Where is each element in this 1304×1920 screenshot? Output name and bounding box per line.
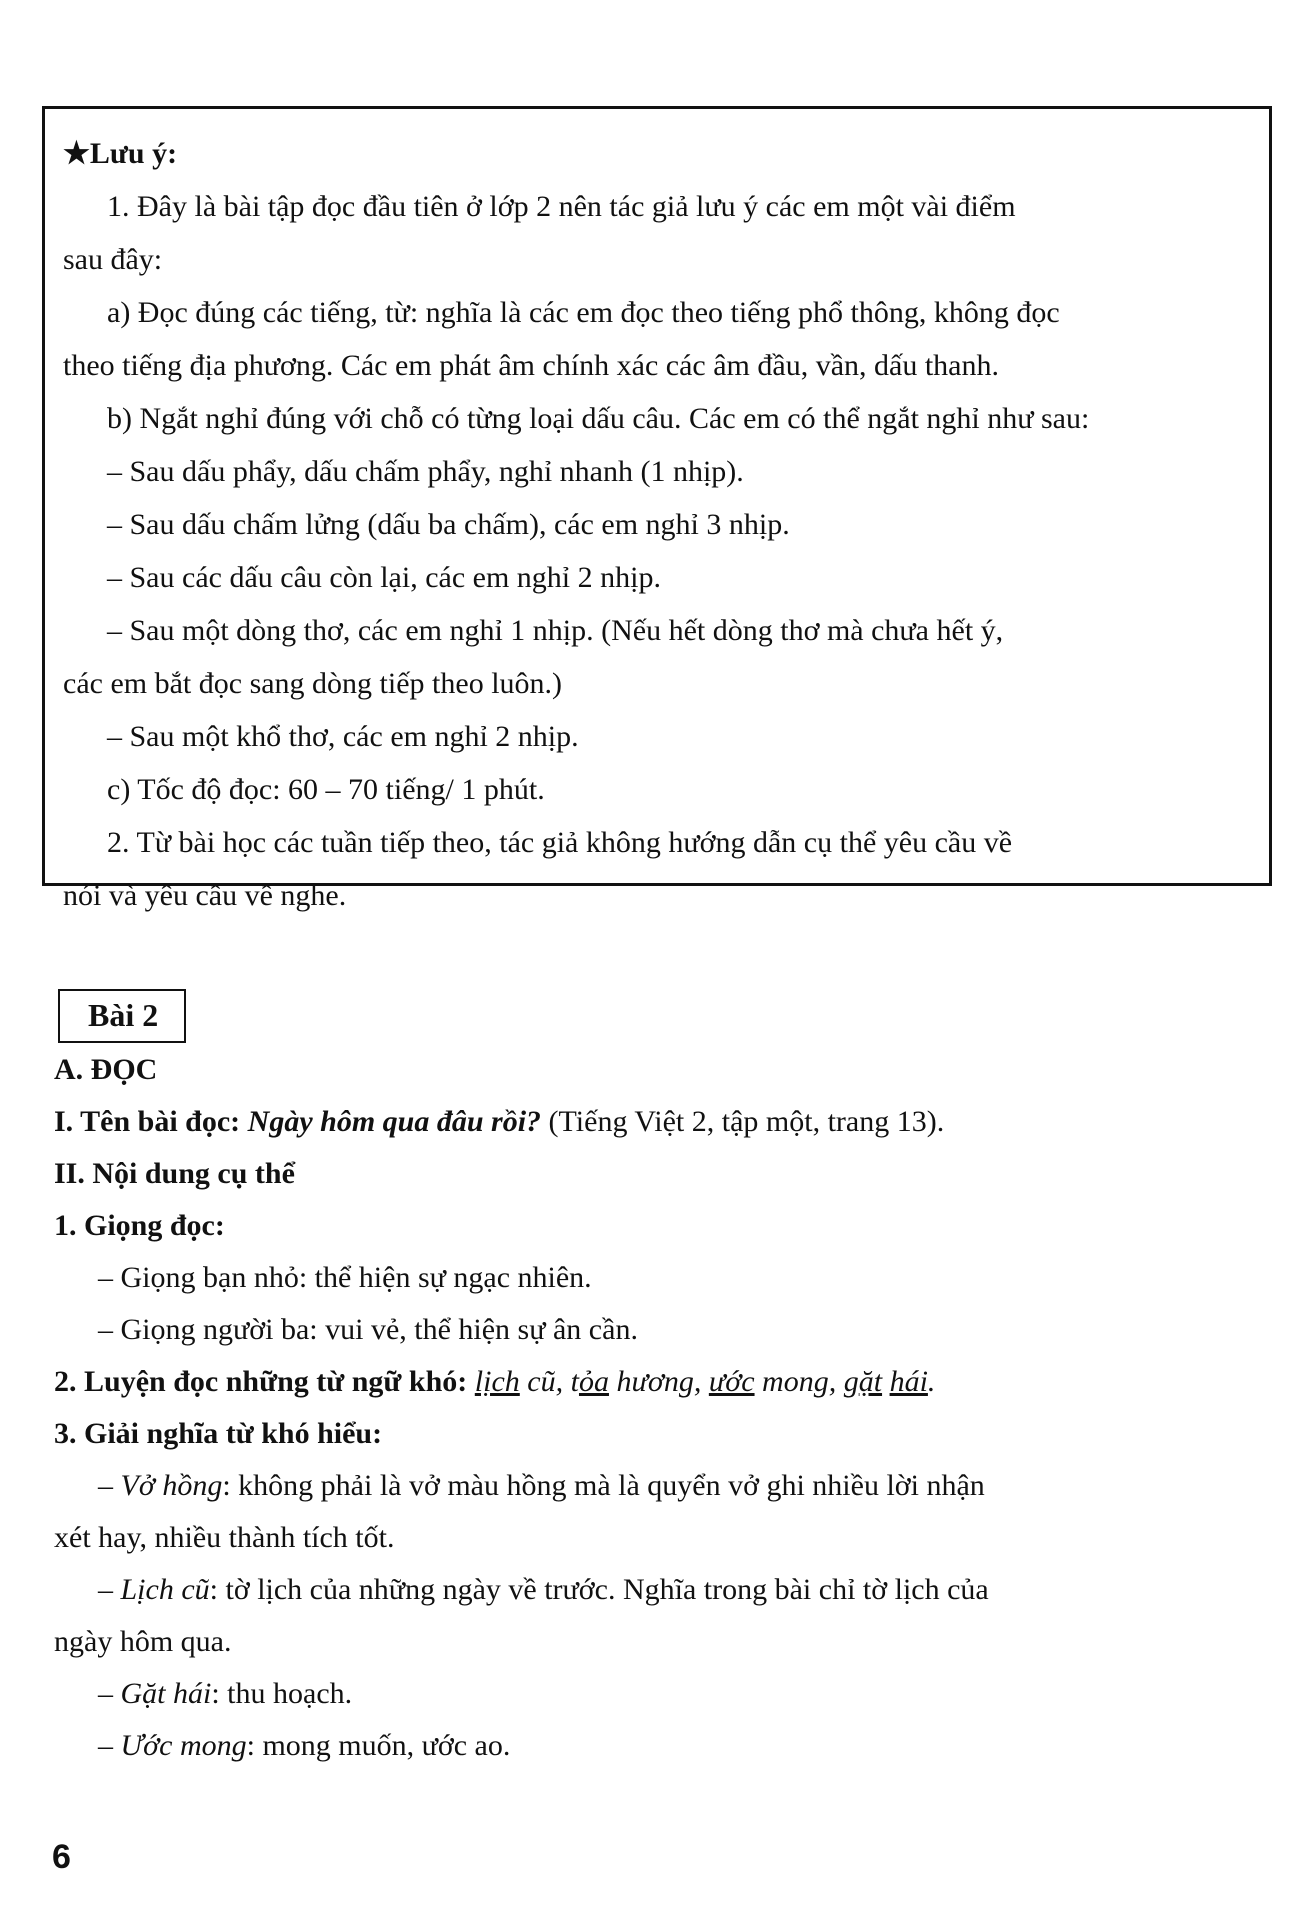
note-a-line1: a) Đọc đúng các tiếng, từ: nghĩa là các em đọc theo tiếng phổ thông, không đọc — [107, 296, 1060, 329]
def-1-term: Vở hồng — [120, 1469, 223, 1502]
practice-line — [54, 1356, 1264, 1408]
title-source: (Tiếng Việt 2, tập một, trang 13). — [548, 1105, 945, 1138]
def-2-line2: ngày hôm qua. — [54, 1625, 232, 1658]
word-lich: lịch — [474, 1365, 520, 1398]
practice-label: 2. Luyện đọc những từ ngữ khó: — [54, 1365, 468, 1398]
practice-words: lịch cũ, tỏa hương, ước mong, gặt hái. — [474, 1365, 936, 1398]
note-dash2: – Sau dấu chấm lửng (dấu ba chấm), các em nghỉ 3 nhịp. — [107, 508, 790, 541]
note-b-line: b) Ngắt nghỉ đúng với chỗ có từng loại dấu câu. Các em có thể ngắt nghỉ như sau: — [107, 402, 1090, 435]
def-2-line1: – Lịch cũ: tờ lịch của những ngày về trước. Nghĩa trong bài chỉ tờ lịch của — [98, 1573, 989, 1606]
note-dash4-line2: các em bắt đọc sang dòng tiếp theo luôn.) — [63, 667, 563, 700]
note-dash1: – Sau dấu phẩy, dấu chấm phẩy, nghỉ nhanh (1 nhịp). — [107, 455, 744, 488]
note-dash3: – Sau các dấu câu còn lại, các em nghỉ 2 nhịp. — [107, 561, 661, 594]
note-a-line2: theo tiếng địa phương. Các em phát âm chính xác các âm đầu, vần, dấu thanh. — [63, 349, 999, 382]
def-3-term: Gặt hái — [120, 1677, 212, 1710]
title-label: I. Tên bài đọc: — [54, 1105, 241, 1138]
note-p2-line1: 2. Từ bài học các tuần tiếp theo, tác giả không hướng dẫn cụ thể yêu cầu về — [107, 826, 1013, 859]
def-4: – Ước mong: mong muốn, ước ao. — [98, 1729, 511, 1762]
lesson-box: Bài 2 — [58, 989, 186, 1043]
def-2-term: Lịch cũ — [120, 1573, 210, 1606]
note-c-line: c) Tốc độ đọc: 60 – 70 tiếng/ 1 phút. — [107, 773, 545, 806]
def-3: – Gặt hái: thu hoạch. — [98, 1677, 353, 1710]
lesson-title-line — [54, 1096, 1264, 1148]
note-box — [42, 106, 1272, 912]
note-p2-line2: nói và yêu cầu về nghe. — [63, 879, 347, 912]
lesson-section — [54, 1044, 1264, 1772]
explain-heading: 3. Giải nghĩa từ khó hiểu: — [54, 1417, 383, 1450]
content-heading: II. Nội dung cụ thể — [54, 1157, 295, 1190]
note-dash4-line1: – Sau một dòng thơ, các em nghỉ 1 nhịp. (Nếu hết dòng thơ mà chưa hết ý, — [107, 614, 1004, 647]
word-uoc: ước — [708, 1365, 755, 1398]
note-p1-cont: sau đây: — [63, 243, 163, 276]
note-heading: ★Lưu ý: — [63, 137, 178, 170]
def-1-line2: xét hay, nhiều thành tích tốt. — [54, 1521, 395, 1554]
def-4-term: Ước mong — [120, 1729, 247, 1762]
voice-item-1: – Giọng bạn nhỏ: thể hiện sự ngạc nhiên. — [98, 1261, 592, 1294]
def-1-line1: – Vở hồng: không phải là vở màu hồng mà là quyển vở ghi nhiều lời nhận — [98, 1469, 985, 1502]
voice-heading: 1. Giọng đọc: — [54, 1209, 225, 1242]
section-a-heading: A. ĐỌC — [54, 1053, 158, 1086]
voice-item-2: – Giọng người ba: vui vẻ, thể hiện sự ân cần. — [98, 1313, 638, 1346]
title-name: Ngày hôm qua đâu rồi? — [247, 1105, 542, 1138]
word-gat: ặt — [858, 1365, 883, 1398]
note-p1: 1. Đây là bài tập đọc đầu tiên ở lớp 2 nên tác giả lưu ý các em một vài điểm — [107, 190, 1016, 223]
page-number: 6 — [52, 1838, 71, 1876]
word-hai: hái — [889, 1365, 928, 1398]
word-toa: ỏa — [578, 1365, 609, 1398]
note-dash5: – Sau một khổ thơ, các em nghỉ 2 nhịp. — [107, 720, 579, 753]
star-icon: ★ — [63, 137, 90, 170]
